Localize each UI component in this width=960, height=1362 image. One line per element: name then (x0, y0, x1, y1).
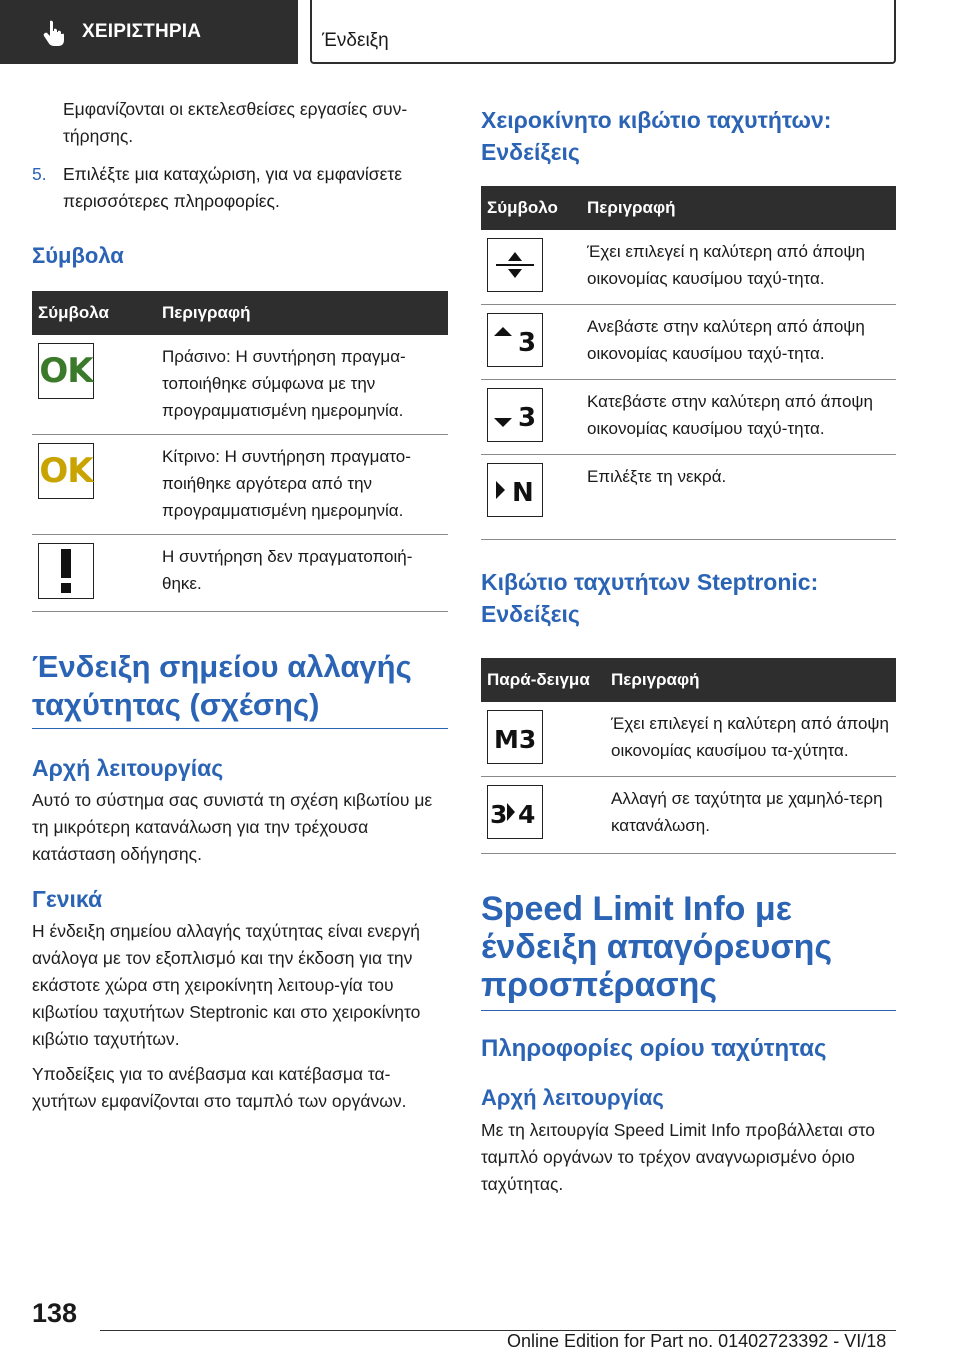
edition-text: Online Edition for Part no. 01402723392 - VI/18 (507, 1331, 887, 1351)
table-row (32, 535, 448, 612)
symbols-heading: Σύμβολα (32, 243, 124, 268)
row-description: Ανεβάστε στην καλύτερη από άποψη οικονομίας καυσίμου ταχύ-τητα. (581, 305, 896, 380)
steptronic-heading: Κιβώτιο ταχυτήτων Steptronic: Ενδείξεις (481, 569, 819, 627)
ok-icon-label: OK (39, 350, 93, 391)
step-5 (32, 161, 448, 215)
table-header-description: Περιγραφή (581, 186, 896, 230)
step-number: 5. (32, 164, 47, 184)
row-description: Έχει επιλεγεί η καλύτερη από άποψη οικονομίας καυσίμου τα-χύτητα. (605, 702, 896, 777)
keep-gear-icon (487, 238, 543, 292)
general-text-1: Η ένδειξη σημείου αλλαγής ταχύτητας είναι ενεργή ανάλογα με τον εξοπλισμό και την έκδοση για την εκάστοτε χώρα στη χειροκίνητη λειτουρ-γία του κιβωτίου ταχυτήτων Steptronic και στο χειροκίνητο κιβώτιο ταχυτήτων. (32, 921, 421, 1049)
header-chapter-tab (0, 0, 298, 64)
manual-gearbox-table (481, 186, 896, 540)
speed-limit-section-title: Speed Limit Info με ένδειξη απαγόρευσης προσπέρασης (481, 890, 896, 1011)
table-header-symbols: Σύμβολα (32, 291, 156, 335)
row-description: Αλλαγή σε ταχύτητα με χαμηλό-τερη κατανάλωση. (605, 777, 896, 854)
gear-3-to-4-icon (487, 785, 543, 839)
table-row (32, 335, 448, 435)
svg-text:3: 3 (490, 800, 508, 828)
function-heading: Αρχή λειτουργίας (32, 755, 224, 781)
table-header-description: Περιγραφή (156, 291, 448, 335)
upshift-icon (487, 313, 543, 367)
downshift-icon (487, 388, 543, 442)
general-text-2: Υποδείξεις για το ανέβασμα και κατέβασμα τα-χυτήτων εμφανίζονται στο ταμπλό των οργάνων. (32, 1064, 407, 1111)
svg-text:4: 4 (518, 800, 536, 828)
gear-digit: N (512, 478, 534, 506)
table-row (481, 777, 896, 854)
steptronic-table (481, 658, 896, 854)
page-number: 138 (32, 1298, 78, 1328)
right-column (481, 104, 896, 1198)
speed-function-text: Με τη λειτουργία Speed Limit Info προβάλλεται στο ταμπλό οργάνων το τρέχον αναγνωρισμένο όριο ταχύτητας. (481, 1120, 876, 1194)
m3-label: M3 (494, 725, 537, 753)
left-column (32, 96, 448, 1115)
table-header-symbol: Σύμβολο (481, 186, 581, 230)
row-description: Πράσινο: Η συντήρηση πραγμα-τοποιήθηκε σύμφωνα με την προγραμματισμένη ημερομηνία. (156, 335, 448, 435)
neutral-icon (487, 463, 543, 517)
header-section-tab (310, 0, 896, 64)
row-description: Κατεβάστε στην καλύτερη από άποψη οικονομίας καυσίμου ταχύ-τητα. (581, 380, 896, 455)
table-row (481, 305, 896, 380)
table-row (481, 702, 896, 777)
speed-info-heading: Πληροφορίες ορίου ταχύτητας (481, 1035, 827, 1062)
speed-function-heading: Αρχή λειτουργίας (481, 1085, 664, 1110)
section-title: Ένδειξη (322, 30, 389, 51)
table-row (481, 230, 896, 305)
table-row (481, 455, 896, 540)
exclamation-icon (38, 543, 94, 599)
row-description: Επιλέξτε τη νεκρά. (581, 455, 896, 540)
ok-icon-label: OK (39, 450, 93, 491)
gear-digit: 3 (518, 403, 537, 431)
table-row (32, 435, 448, 535)
step-text: Επιλέξτε μια καταχώριση, για να εμφανίσετε περισσότερες πληροφορίες. (63, 164, 403, 211)
intro-text: Εμφανίζονται οι εκτελεσθείσες εργασίες συν-τήρησης. (63, 99, 408, 146)
row-description: Η συντήρηση δεν πραγματοποιή-θηκε. (156, 535, 448, 612)
table-row (481, 380, 896, 455)
ok-green-icon (38, 343, 94, 399)
table-header-description: Περιγραφή (605, 658, 896, 702)
ok-yellow-icon (38, 443, 94, 499)
gearshift-section-title: Ένδειξη σημείου αλλαγής ταχύτητας (σχέσης) (32, 648, 448, 729)
manual-gearbox-heading: Χειροκίνητο κιβώτιο ταχυτήτων: Ενδείξεις (481, 107, 832, 165)
general-heading: Γενικά (32, 886, 103, 912)
hand-pointer-icon (40, 18, 68, 46)
table-header-example: Παρά-δειγμα (481, 658, 605, 702)
chapter-title: ΧΕΙΡΙΣΤΗΡΙΑ (82, 21, 202, 42)
manual-gear-m3-icon (487, 710, 543, 764)
gear-digit: 3 (518, 328, 537, 356)
row-description: Κίτρινο: Η συντήρηση πραγματο-ποιήθηκε αργότερα από την προγραμματισμένη ημερομηνία. (156, 435, 448, 535)
row-description: Έχει επιλεγεί η καλύτερη από άποψη οικονομίας καυσίμου ταχύ-τητα. (581, 230, 896, 305)
function-text: Αυτό το σύστημα σας συνιστά τη σχέση κιβωτίου με τη μικρότερη κατανάλωση για την τρέχουσα κατάσταση οδήγησης. (32, 790, 433, 864)
maintenance-symbols-table (32, 291, 448, 612)
